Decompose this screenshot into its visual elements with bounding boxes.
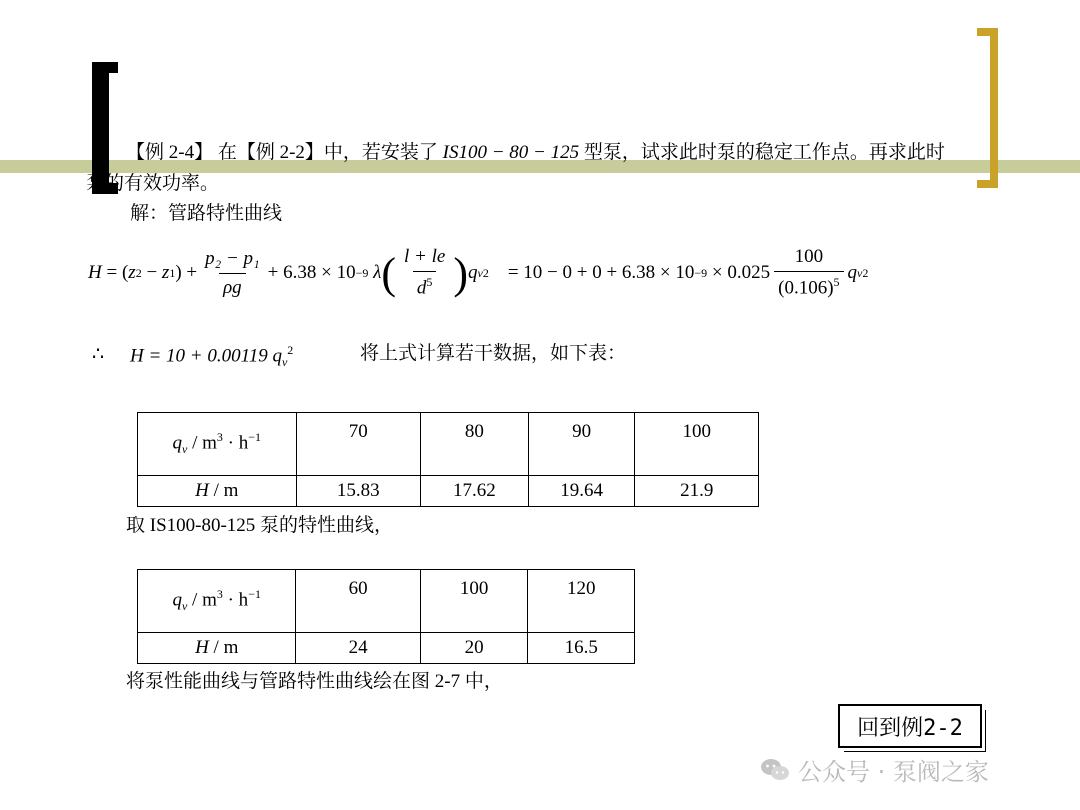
watermark	[760, 752, 989, 787]
therefore-symbol: ∴	[92, 344, 105, 365]
watermark-text: 公众号 · 泵阀之家	[798, 758, 989, 786]
table-row-qv	[138, 413, 759, 476]
problem-label: 【例 2-4】	[126, 142, 214, 163]
table-cell: 16.5	[528, 633, 635, 664]
problem-text: 在【例 2-2】中，若安装了	[217, 142, 438, 163]
table-row-qv	[138, 570, 635, 633]
length-fraction: $\frac{l + le}{d^5}$	[404, 246, 446, 299]
pipeline-equation: H = ( z 2 − z 1 ) + $\frac{\text{p₂ − p₁}}{\rho g}$ + 6.38 × 10 −9 λ ( $\frac{l + le}{d^5}$ ) q v 2 = 10 − 0 + 0 + 6.38 × 10 −9 × 0.025 $\frac{100}{(0.106)^5}$ q v 2	[88, 246, 869, 299]
table-cell: 19.64	[528, 476, 635, 507]
caption-plot: 将泵性能曲线与管路特性曲线绘在图 2-7 中，	[126, 671, 503, 692]
wechat-icon	[760, 757, 790, 783]
result-formula: H = 10 + 0.00119 $q_v^2$	[130, 343, 294, 370]
table-cell: 60	[296, 570, 420, 633]
pump-data-table	[137, 569, 635, 664]
table-cell: 80	[421, 413, 529, 476]
pressure-fraction: $\frac{\text{p₂ − p₁}}{\rho g}$	[205, 247, 260, 298]
table-cell: 20	[420, 633, 528, 664]
table-cell: 100	[420, 570, 528, 633]
h-header-cell: H / m	[138, 633, 296, 664]
pump-model: IS100 − 80 − 125	[442, 142, 580, 163]
table-cell: 17.62	[421, 476, 529, 507]
right-bracket-bottom	[977, 180, 998, 188]
problem-text-end: 型泵，试求此时泵的稳定工作点。再求此时	[583, 142, 945, 163]
problem-line1	[126, 143, 945, 162]
pipeline-data-table	[137, 412, 759, 507]
table-cell: 100	[635, 413, 759, 476]
left-bracket-top	[92, 62, 118, 73]
right-bracket	[990, 28, 998, 188]
problem-line2: 泵的有效功率。	[86, 173, 220, 194]
h-header-cell: H / m	[138, 476, 297, 507]
qv-header-cell: $q_v / m^3 \cdot h^{-1}$	[138, 570, 296, 633]
result-note: 将上式计算若干数据，如下表：	[360, 343, 627, 364]
table-row-h	[138, 633, 635, 664]
qv-header-cell: $q_v / m^3 \cdot h^{-1}$	[138, 413, 297, 476]
diameter-fraction: $\frac{100}{(0.106)^5}$	[774, 246, 843, 299]
table-row-h	[138, 476, 759, 507]
back-to-example-button[interactable]: 回到例2-2	[838, 704, 982, 748]
table-cell: 90	[528, 413, 635, 476]
table-cell: 21.9	[635, 476, 759, 507]
table-cell: 70	[296, 413, 421, 476]
solution-intro: 解：管路特性曲线	[130, 203, 283, 224]
caption-pump-curve: 取 IS100-80-125 泵的特性曲线，	[126, 515, 394, 536]
table-cell: 120	[528, 570, 635, 633]
table-cell: 24	[296, 633, 420, 664]
table-cell: 15.83	[296, 476, 421, 507]
right-bracket-top	[977, 28, 998, 36]
